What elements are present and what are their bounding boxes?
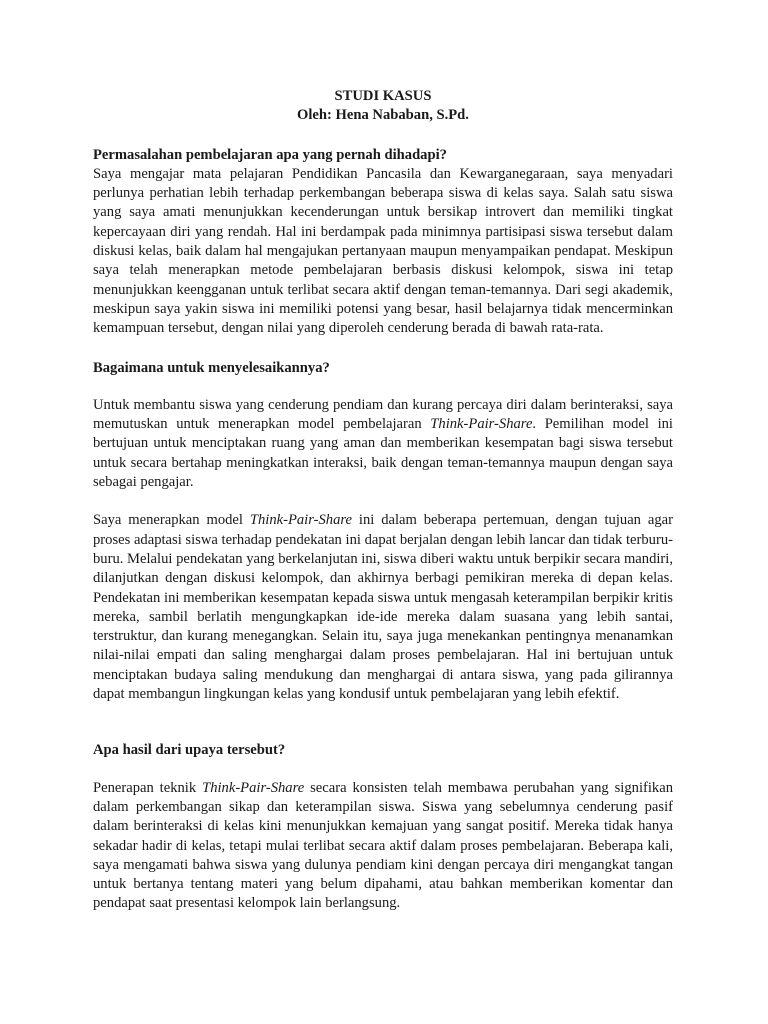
section-2-paragraph-1: Untuk membantu siswa yang cenderung pendiam dan kurang percaya diri dalam berinteraksi, saya memutuskan untuk menerapkan model pembelajaran Think-Pair-Share. Pemilihan model ini bertujuan untuk menciptakan ruang yang aman dan memberikan kesempatan bagi siswa tersebut untuk secara bertahap meningkatkan interaksi, baik dengan teman-temannya maupun dengan saya sebagai pengajar. bbox=[93, 396, 673, 491]
section-3-question: Apa hasil dari upaya tersebut? bbox=[93, 742, 286, 759]
emphasis-term: Think-Pair-Share bbox=[249, 512, 352, 529]
document-author: Oleh: Hena Nababan, S.Pd. bbox=[297, 107, 469, 124]
section-3-paragraph-1: Penerapan teknik Think-Pair-Share secara konsisten telah membawa perubahan yang signifikan dalam perkembangan sikap dan keterampilan siswa. Siswa yang sebelumnya cenderung pasif dalam berinteraksi di kelas kini menunjukkan kemajuan yang sangat positif. Mereka tidak hanya sekadar hadir di kelas, tetapi mulai terlibat secara aktif dalam proses pembelajaran. Beberapa kali, saya mengamati bahwa siswa yang dulunya pendiam kini dengan percaya diri mengangkat tangan untuk bertanya tentang materi yang belum dipahami, atau bahkan memberikan komentar dan pendapat saat presentasi kelompok lain berlangsung. bbox=[93, 779, 673, 912]
document-title: STUDI KASUS bbox=[334, 88, 432, 104]
section-2-question: Bagaimana untuk menyelesaikannya? bbox=[93, 359, 330, 376]
section-1-paragraph-1: Saya mengajar mata pelajaran Pendidikan Pancasila dan Kewarganegaraan, saya menyadari perlunya perhatian lebih terhadap perkembangan beberapa siswa di kelas saya. Salah satu siswa yang saya amati menunjukkan kecenderungan untuk bersikap introvert dan memiliki tingkat kepercayaan diri yang rendah. Hal ini berdampak pada minimnya partisipasi siswa tersebut dalam diskusi kelas, baik dalam hal mengajukan pertanyaan maupun menyampaikan pendapat. Meskipun saya telah menerapkan metode pembelajaran berbasis diskusi kelompok, siswa ini tetap menunjukkan keengganan untuk terlibat secara aktif dengan teman-temannya. Dari segi akademik, meskipun saya yakin siswa ini memiliki potensi yang besar, hasil belajarnya tidak mencerminkan kemampuan tersebut, dengan nilai yang diperoleh cenderung berada di bawah rata-rata. bbox=[93, 165, 673, 337]
section-2-paragraph-2: Saya menerapkan model Think-Pair-Share ini dalam beberapa pertemuan, dengan tujuan agar proses adaptasi siswa terhadap pendekatan ini dapat berjalan dengan lebih lancar dan tidak terburu-buru. Melalui pendekatan yang berkelanjutan ini, siswa diberi waktu untuk berpikir secara mandiri, dilanjutkan dengan diskusi kelompok, dan akhirnya berbagi pemikiran mereka di depan kelas. Pendekatan ini memberikan kesempatan kepada siswa untuk mengasah keterampilan berpikir kritis mereka, sambil berlatih mengungkapkan ide-ide mereka dalam suasana yang lebih santai, terstruktur, dan kurang menegangkan. Selain itu, saya juga menekankan pentingnya menanamkan nilai-nilai empati dan saling menghargai dalam proses pembelajaran. Hal ini bertujuan untuk menciptakan budaya saling mendukung dan menghargai di antara siswa, yang pada gilirannya dapat membangun lingkungan kelas yang kondusif untuk pembelajaran yang lebih efektif. bbox=[93, 512, 673, 703]
emphasis-term: Think-Pair-Share bbox=[430, 416, 533, 433]
emphasis-term: Think-Pair-Share bbox=[202, 779, 305, 796]
document-page bbox=[93, 87, 673, 914]
section-1-question: Permasalahan pembelajaran apa yang pernah dihadapi? bbox=[93, 146, 447, 163]
